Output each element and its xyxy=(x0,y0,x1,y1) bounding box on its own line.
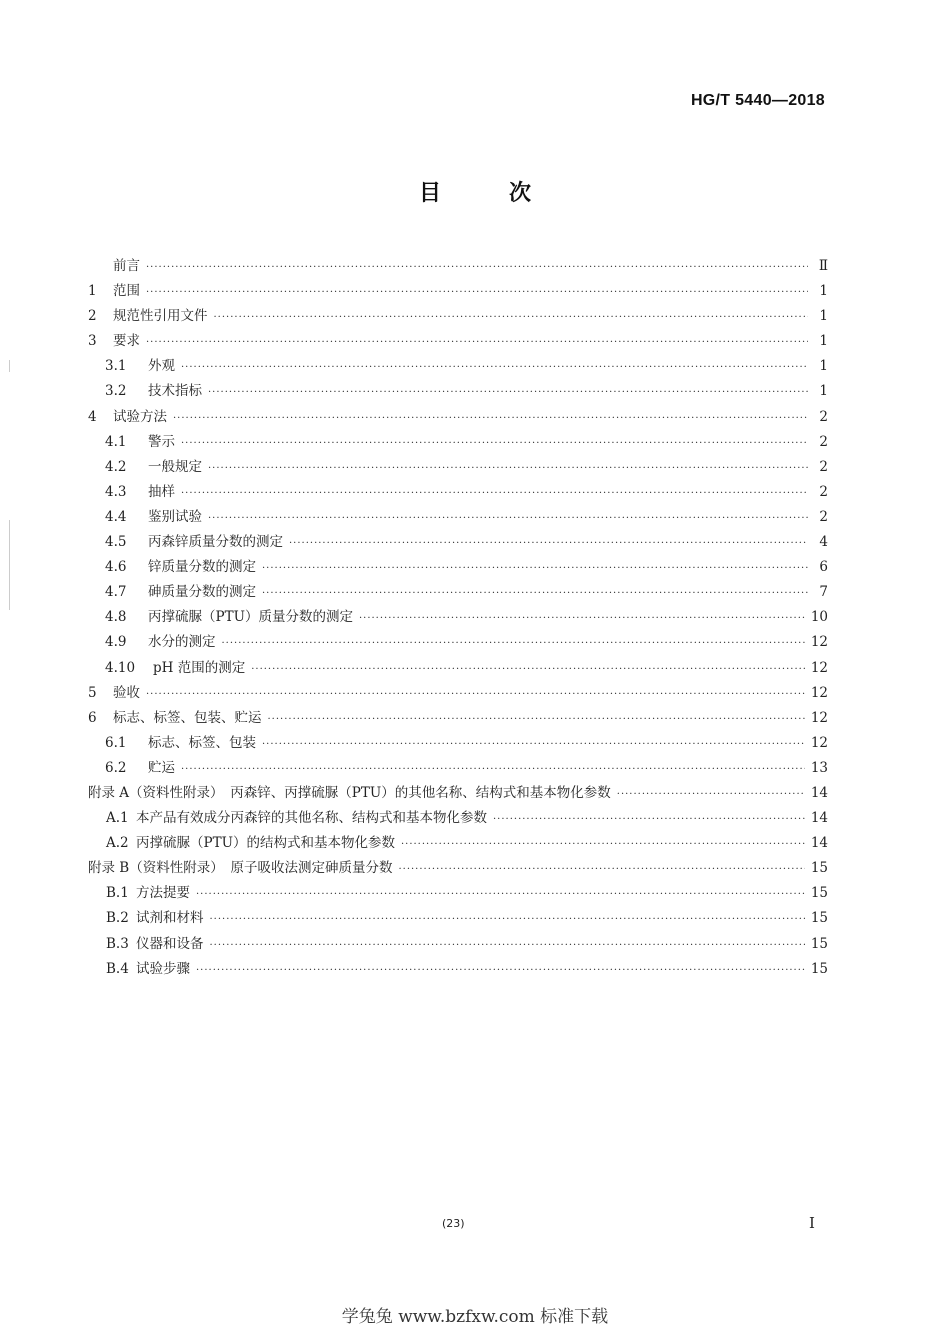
toc-entry-page: Ⅱ xyxy=(818,258,828,274)
toc-entry-page: 15 xyxy=(810,910,828,927)
toc-entry-label: 规范性引用文件 xyxy=(113,308,208,325)
toc-leader-dots xyxy=(181,438,808,449)
toc-entry-label: 范围 xyxy=(113,283,140,300)
toc-entry-page: 12 xyxy=(810,684,828,701)
toc-entry-page: 15 xyxy=(810,935,828,952)
toc-entry-number: B.2 xyxy=(106,910,129,927)
toc-entry-page: 12 xyxy=(810,734,828,751)
toc-entry[interactable] xyxy=(88,480,828,505)
toc-entry-label: 锌质量分数的测定 xyxy=(148,559,256,576)
toc-entry-page: 15 xyxy=(810,885,828,902)
toc-entry-label: pH 范围的测定 xyxy=(153,659,246,676)
toc-entry-number: 6.2 xyxy=(105,759,127,776)
toc-leader-dots xyxy=(173,413,808,424)
toc-entry-label: 砷质量分数的测定 xyxy=(148,584,256,601)
toc-leader-dots xyxy=(493,814,805,825)
toc-leader-dots xyxy=(146,262,808,273)
toc-entry-number: A.2 xyxy=(106,835,129,852)
toc-entry[interactable] xyxy=(88,580,828,605)
standard-code: HG/T 5440—2018 xyxy=(690,92,825,109)
title-char-1: 目 xyxy=(418,181,441,206)
toc-entry-label: 警示 xyxy=(148,433,175,450)
toc-leader-dots xyxy=(146,287,808,298)
toc-entry[interactable] xyxy=(88,781,828,806)
toc-entry[interactable] xyxy=(88,681,828,706)
toc-entry-label: 鉴别试验 xyxy=(148,508,202,525)
toc-entry-page: 2 xyxy=(819,483,828,500)
toc-leader-dots xyxy=(208,463,808,474)
toc-entry[interactable] xyxy=(88,405,828,430)
toc-entry-number: 3.2 xyxy=(105,383,127,400)
toc-entry-number: 6 xyxy=(88,709,97,726)
toc-entry[interactable] xyxy=(88,806,828,831)
toc-entry[interactable] xyxy=(88,530,828,555)
toc-entry-page: 6 xyxy=(819,559,828,576)
toc-entry-label: 丙撑硫脲（PTU）的结构式和基本物化参数 xyxy=(136,835,395,852)
toc-entry-page: 14 xyxy=(810,784,828,801)
toc-leader-dots xyxy=(268,714,805,725)
toc-entry[interactable] xyxy=(88,329,828,354)
toc-entry-label: 仪器和设备 xyxy=(136,935,204,952)
toc-entry-number: 4 xyxy=(88,408,97,425)
toc-entry-label: 附录 B（资料性附录） 原子吸收法测定砷质量分数 xyxy=(88,860,393,877)
toc-leader-dots xyxy=(251,664,805,675)
toc-entry-number: 1 xyxy=(88,283,97,300)
toc-entry-label: 外观 xyxy=(148,358,175,375)
toc-entry-page: 2 xyxy=(819,508,828,525)
toc-leader-dots xyxy=(181,362,808,373)
toc-entry-number: 2 xyxy=(88,308,97,325)
toc-entry-number: 4.10 xyxy=(105,659,136,676)
toc-entry-number: 3.1 xyxy=(105,358,127,375)
toc-entry-label: 试验步骤 xyxy=(136,960,190,977)
toc-entry-number: B.1 xyxy=(106,885,129,902)
toc-entry-number: 4.4 xyxy=(105,508,127,525)
toc-entry[interactable] xyxy=(88,279,828,304)
toc-leader-dots xyxy=(617,789,805,800)
toc-leader-dots xyxy=(214,312,809,323)
toc-entry-page: 15 xyxy=(810,960,828,977)
toc-entry-number: B.3 xyxy=(106,935,129,952)
toc-entry-number: 4.1 xyxy=(105,433,127,450)
toc-entry[interactable] xyxy=(88,430,828,455)
toc-entry[interactable] xyxy=(88,706,828,731)
toc-entry-page: 12 xyxy=(810,634,828,651)
toc-entry[interactable] xyxy=(88,605,828,630)
toc-entry-label: 方法提要 xyxy=(136,885,190,902)
toc-entry-page: 2 xyxy=(819,458,828,475)
toc-entry[interactable] xyxy=(88,455,828,480)
toc-entry[interactable] xyxy=(88,656,828,681)
toc-entry-label: 要求 xyxy=(113,333,140,350)
toc-entry-label: 一般规定 xyxy=(148,458,202,475)
toc-entry[interactable] xyxy=(88,731,828,756)
toc-entry-number: A.1 xyxy=(106,810,129,827)
toc-leader-dots xyxy=(359,613,805,624)
toc-entry-number: 4.8 xyxy=(105,609,127,626)
toc-leader-dots xyxy=(210,914,805,925)
toc-entry-label: 附录 A（资料性附录） 丙森锌、丙撑硫脲（PTU）的其他名称、结构式和基本物化参数 xyxy=(88,784,611,801)
toc-entry-page: 2 xyxy=(819,408,828,425)
toc-entry-page: 13 xyxy=(810,759,828,776)
toc-entry-number: 5 xyxy=(88,684,97,701)
toc-entry-label: 标志、标签、包装 xyxy=(148,734,256,751)
toc-entry[interactable] xyxy=(88,831,828,856)
table-of-contents xyxy=(88,254,828,982)
toc-entry-page: 1 xyxy=(819,383,828,400)
toc-entry[interactable] xyxy=(88,304,828,329)
toc-leader-dots xyxy=(401,839,805,850)
scan-edge-mark xyxy=(9,520,10,610)
toc-entry-number: 6.1 xyxy=(105,734,127,751)
toc-entry-page: 12 xyxy=(810,659,828,676)
watermark: 学兔兔 www.bzfxw.com 标准下载 xyxy=(341,1307,609,1327)
toc-leader-dots xyxy=(210,940,805,951)
toc-entry-label: 水分的测定 xyxy=(148,634,216,651)
scan-edge-mark xyxy=(9,360,10,372)
toc-leader-dots xyxy=(262,588,808,599)
toc-leader-dots xyxy=(208,387,808,398)
toc-entry-label: 试剂和材料 xyxy=(136,910,204,927)
toc-leader-dots xyxy=(222,638,805,649)
toc-entry[interactable] xyxy=(88,932,828,957)
toc-entry[interactable] xyxy=(88,856,828,881)
toc-leader-dots xyxy=(398,864,804,875)
toc-entry[interactable] xyxy=(88,957,828,982)
toc-entry-page: 15 xyxy=(810,860,828,877)
toc-entry-page: 14 xyxy=(810,810,828,827)
toc-entry-page: 1 xyxy=(819,358,828,375)
page-title xyxy=(0,176,950,207)
toc-entry-page: 12 xyxy=(810,709,828,726)
toc-entry-label: 试验方法 xyxy=(113,408,167,425)
footer-roman-page: I xyxy=(809,1214,815,1232)
toc-entry-page: 10 xyxy=(810,609,828,626)
toc-leader-dots xyxy=(146,689,805,700)
toc-leader-dots xyxy=(196,889,805,900)
toc-entry-label: 贮运 xyxy=(148,759,175,776)
toc-entry-label: 标志、标签、包装、贮运 xyxy=(113,709,262,726)
toc-entry-label: 丙撑硫脲（PTU）质量分数的测定 xyxy=(148,609,353,626)
toc-leader-dots xyxy=(289,538,808,549)
toc-entry[interactable] xyxy=(88,555,828,580)
toc-entry-number: 4.5 xyxy=(105,534,127,551)
toc-entry[interactable] xyxy=(88,354,828,379)
toc-entry[interactable] xyxy=(88,881,828,906)
toc-entry-label: 技术指标 xyxy=(148,383,202,400)
toc-entry-page: 2 xyxy=(819,433,828,450)
toc-leader-dots xyxy=(181,488,808,499)
toc-entry[interactable] xyxy=(88,630,828,655)
toc-leader-dots xyxy=(181,764,805,775)
toc-leader-dots xyxy=(262,563,808,574)
toc-leader-dots xyxy=(146,337,808,348)
toc-leader-dots xyxy=(208,513,808,524)
toc-entry-page: 1 xyxy=(819,283,828,300)
toc-entry-page: 4 xyxy=(819,534,828,551)
toc-entry-number: 4.6 xyxy=(105,559,127,576)
toc-entry-label: 本产品有效成分丙森锌的其他名称、结构式和基本物化参数 xyxy=(136,810,487,827)
title-char-2: 次 xyxy=(509,181,532,206)
toc-entry[interactable] xyxy=(88,756,828,781)
toc-entry[interactable] xyxy=(88,379,828,404)
toc-entry-label: 验收 xyxy=(113,684,140,701)
toc-entry-label: 抽样 xyxy=(148,483,175,500)
toc-entry-number: 4.3 xyxy=(105,483,127,500)
toc-entry-page: 1 xyxy=(819,333,828,350)
toc-entry-page: 1 xyxy=(819,308,828,325)
toc-entry-page: 14 xyxy=(810,835,828,852)
toc-leader-dots xyxy=(262,739,805,750)
toc-leader-dots xyxy=(196,965,805,976)
toc-entry-number: 3 xyxy=(88,333,97,350)
toc-entry-number: 4.2 xyxy=(105,458,127,475)
toc-entry-number: B.4 xyxy=(106,960,129,977)
toc-entry-number: 4.7 xyxy=(105,584,127,601)
toc-entry-label: 前言 xyxy=(113,258,140,274)
footer-page-number: (23) xyxy=(442,1217,465,1230)
toc-entry-label: 丙森锌质量分数的测定 xyxy=(148,534,283,551)
toc-entry-page: 7 xyxy=(819,584,828,601)
toc-entry[interactable] xyxy=(88,254,828,279)
toc-entry-number: 4.9 xyxy=(105,634,127,651)
toc-entry[interactable] xyxy=(88,505,828,530)
toc-entry[interactable] xyxy=(88,906,828,931)
